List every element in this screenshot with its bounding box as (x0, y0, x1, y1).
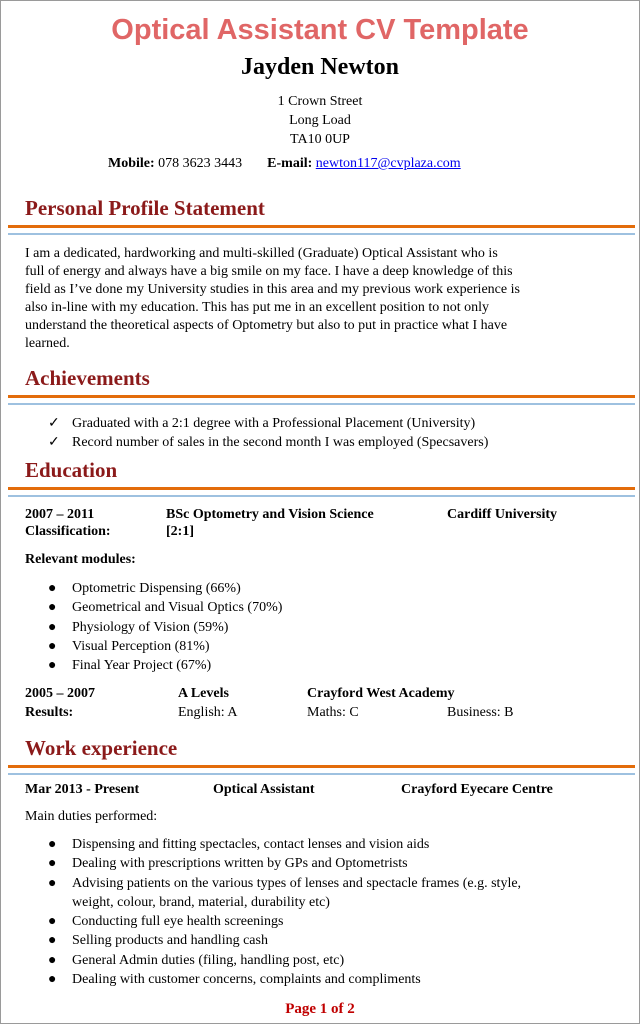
achievements-heading: Achievements (25, 366, 150, 390)
achievements-list (48, 414, 488, 453)
profile-line: also in-line with my education. This has put me in an excellent position to not only (25, 300, 490, 315)
degree-institution: Cardiff University (447, 507, 558, 522)
profile-line: full of energy and always have a big smile on my face. I have a deep knowledge of this (25, 264, 513, 279)
bullet-icon: ● (48, 658, 57, 674)
bullet-icon: ● (48, 972, 57, 988)
page-title: Optical Assistant CV Template (111, 14, 529, 46)
work-dates: Mar 2013 - Present (25, 782, 140, 797)
work-employer: Crayford Eyecare Centre (401, 782, 553, 797)
profile-line: understand the theoretical aspects of Optometry but also to put in practice what I have (25, 318, 508, 333)
modules-label: Relevant modules: (25, 552, 136, 567)
page-footer: Page 1 of 2 (285, 1001, 355, 1017)
duties-label: Main duties performed: (25, 809, 158, 824)
address-line-2: Long Load (289, 113, 351, 128)
list-item: ● Conducting full eye health screenings (48, 912, 608, 931)
email-label: E-mail: (267, 156, 313, 171)
contact-line (108, 156, 461, 172)
bullet-icon: ● (48, 638, 57, 654)
work-rule-blue (8, 773, 635, 775)
achievements-rule-orange (8, 395, 635, 398)
bullet-icon: ● (48, 600, 57, 616)
bullet-icon: ● (48, 933, 57, 949)
bullet-icon: ● (48, 914, 57, 930)
alevels-qualification: A Levels (178, 686, 229, 701)
list-item: ● Geometrical and Visual Optics (70%) (48, 598, 282, 617)
profile-rule-blue (8, 233, 635, 235)
bullet-icon: ● (48, 875, 57, 891)
result-business: Business: B (447, 705, 514, 720)
list-item: ● Dealing with customer concerns, complaints and compliments (48, 970, 608, 989)
achievements-rule-blue (8, 403, 635, 405)
profile-text (25, 245, 585, 353)
profile-line: I am a dedicated, hardworking and multi-skilled (Graduate) Optical Assistant who is (25, 246, 498, 261)
list-item: ● Dealing with prescriptions written by GPs and Optometrists (48, 854, 608, 873)
result-maths: Maths: C (307, 705, 359, 720)
list-item: ✓ Graduated with a 2:1 degree with a Professional Placement (University) (48, 414, 488, 433)
list-item: ● Physiology of Vision (59%) (48, 618, 282, 637)
degree-dates: 2007 – 2011 (25, 507, 95, 522)
work-heading: Work experience (25, 736, 178, 760)
education-rule-orange (8, 487, 635, 490)
result-english: English: A (178, 705, 238, 720)
degree-course: BSc Optometry and Vision Science (166, 507, 374, 522)
check-icon: ✓ (48, 435, 60, 451)
work-rule-orange (8, 765, 635, 768)
bullet-icon: ● (48, 619, 57, 635)
classification-label: Classification: (25, 524, 111, 539)
mobile-number: 078 3623 3443 (158, 156, 243, 171)
education-rule-blue (8, 495, 635, 497)
list-item: ● Dispensing and fitting spectacles, contact lenses and vision aids (48, 835, 608, 854)
modules-list (48, 579, 282, 675)
bullet-icon: ● (48, 837, 57, 852)
list-item: ● Selling products and handling cash (48, 931, 608, 950)
profile-line: learned. (25, 336, 70, 351)
results-label: Results: (25, 705, 74, 720)
classification-value: [2:1] (166, 524, 194, 539)
list-item: weight, colour, brand, material, durability etc) (72, 894, 330, 910)
email-link[interactable]: newton117@cvplaza.com (315, 156, 461, 171)
address-line-3: TA10 0UP (290, 132, 350, 147)
work-role: Optical Assistant (213, 782, 315, 797)
bullet-icon: ● (48, 581, 57, 596)
list-item: ● Optometric Dispensing (66%) (48, 579, 282, 598)
duties-list (48, 835, 608, 989)
bullet-icon: ● (48, 856, 57, 872)
profile-rule-orange (8, 225, 635, 228)
profile-heading: Personal Profile Statement (25, 196, 265, 220)
profile-line: field as I’ve done my University studies in this area and my previous work experience is (25, 282, 520, 297)
list-item: ✓ Record number of sales in the second month I was employed (Specsavers) (48, 433, 488, 452)
alevels-dates: 2005 – 2007 (25, 686, 95, 701)
alevels-institution: Crayford West Academy (307, 686, 455, 701)
check-icon: ✓ (48, 416, 60, 431)
candidate-name: Jayden Newton (240, 54, 399, 80)
list-item: ● Visual Perception (81%) (48, 637, 282, 656)
address-line-1: 1 Crown Street (277, 94, 363, 109)
mobile-label: Mobile: (108, 156, 155, 171)
bullet-icon: ● (48, 952, 57, 968)
education-heading: Education (25, 458, 118, 482)
list-item: ● Advising patients on the various types of lenses and spectacle frames (e.g. style, (48, 874, 608, 893)
list-item: ● General Admin duties (filing, handling post, etc) (48, 951, 608, 970)
list-item: ● Final Year Project (67%) (48, 656, 282, 675)
